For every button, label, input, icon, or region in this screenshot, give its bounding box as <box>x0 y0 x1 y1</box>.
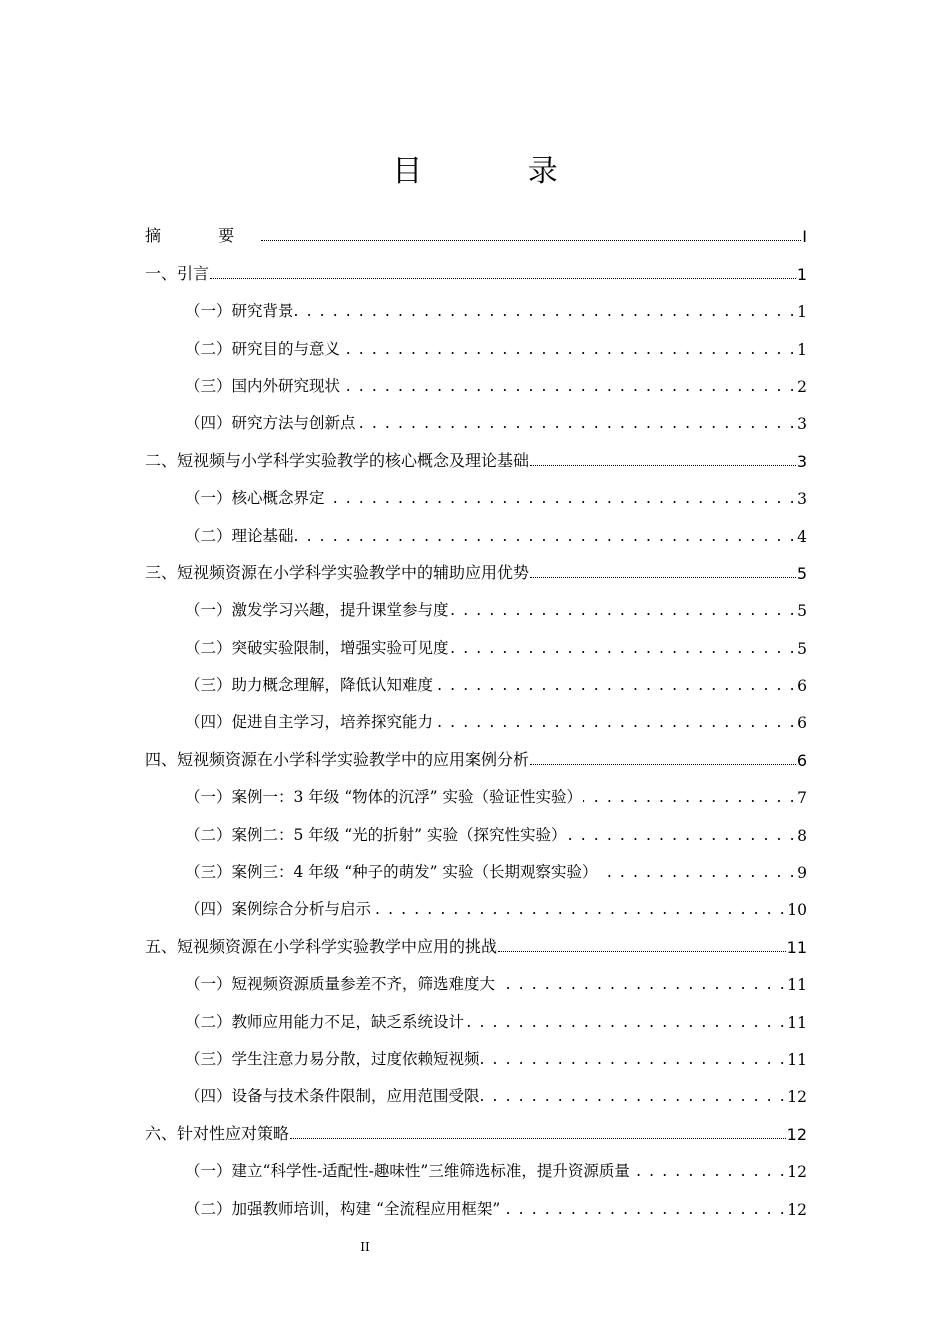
toc-entry-text: 六、针对性应对策略 <box>145 1123 290 1143</box>
toc-entry-text: 核心概念界定 <box>231 489 325 508</box>
toc-page-number: 11 <box>786 937 807 957</box>
dot-leader <box>450 601 797 619</box>
toc-entry[interactable] <box>145 737 807 774</box>
toc-page-number: 9 <box>797 864 807 883</box>
dot-leader <box>295 527 797 545</box>
toc-entry-number: （四） <box>185 414 232 433</box>
toc-entry-text: 促进自主学习，培养探究能力 <box>231 713 434 732</box>
dot-leader <box>481 1087 787 1105</box>
toc-entry-text: 理论基础 <box>231 526 294 545</box>
toc-entry-number: （一） <box>185 788 232 807</box>
toc-entry[interactable] <box>145 251 807 288</box>
toc-page-number: I <box>802 227 807 247</box>
toc-entry[interactable] <box>145 1074 807 1111</box>
page-footer-number: II <box>360 1240 370 1254</box>
toc-entry-number: （二） <box>185 638 232 657</box>
toc-entry-text: 四、短视频资源在小学科学实验教学中的应用案例分析 <box>145 749 530 769</box>
dot-leader <box>501 1200 786 1218</box>
toc-entry-number: （一） <box>185 1162 232 1181</box>
toc-entry[interactable] <box>145 700 807 737</box>
toc-page-number: 3 <box>797 490 807 509</box>
toc-page-number: 12 <box>787 1200 807 1219</box>
toc-entry-number: （四） <box>185 713 232 732</box>
dot-leader <box>481 1050 787 1068</box>
toc-page-number: 6 <box>796 750 807 770</box>
toc-entry-text: 案例一：3 年级 “物体的沉浮” 实验（验证性实验） <box>231 788 583 807</box>
toc-entry-text: 一、引言 <box>145 263 210 283</box>
toc-entry[interactable] <box>145 326 807 363</box>
toc-page-number: 1 <box>797 340 807 359</box>
toc-entry-number: （二） <box>185 1199 232 1218</box>
dot-leader <box>530 763 796 765</box>
toc-entry[interactable] <box>145 775 807 812</box>
toc-entry-text: 研究方法与创新点 <box>231 414 356 433</box>
toc-entry-number: （三） <box>185 676 232 695</box>
dot-leader <box>341 340 796 358</box>
toc-page-number: 5 <box>796 563 807 583</box>
dot-leader <box>568 826 797 844</box>
dot-leader <box>434 676 796 694</box>
toc-entry[interactable] <box>145 476 807 513</box>
toc-entry[interactable] <box>145 401 807 438</box>
dot-leader <box>450 639 797 657</box>
toc-entry-text: 国内外研究现状 <box>231 376 341 395</box>
toc-page-number: 1 <box>796 264 807 284</box>
toc-entry-text: 研究背景 <box>231 302 294 321</box>
toc-entry[interactable] <box>145 513 807 550</box>
dot-leader <box>530 464 796 466</box>
toc-entry[interactable] <box>145 887 807 924</box>
toc-page-number: 5 <box>797 639 807 658</box>
toc-page-number: 3 <box>796 451 807 471</box>
dot-leader <box>465 1013 786 1031</box>
dot-leader <box>498 950 786 952</box>
toc-entry-text: 研究目的与意义 <box>231 339 341 358</box>
toc-entry-text: 学生注意力易分散，过度依赖短视频 <box>231 1049 480 1068</box>
toc-entry-number: （三） <box>185 1049 232 1068</box>
toc-entry-text: 建立“科学性-适配性-趣味性”三维筛选标准，提升资源质量 <box>231 1162 630 1181</box>
toc-entry[interactable] <box>145 1186 807 1223</box>
toc-entry[interactable] <box>145 999 807 1036</box>
toc-entry[interactable] <box>145 438 807 475</box>
toc-page-number: 1 <box>797 303 807 322</box>
toc-entry-number: （一） <box>185 302 232 321</box>
dot-leader <box>261 239 801 241</box>
toc-entry-number: （四） <box>185 1087 232 1106</box>
dot-leader <box>496 975 786 993</box>
toc-entry[interactable] <box>145 1111 807 1148</box>
toc-page-number: 11 <box>787 1013 807 1032</box>
dot-leader <box>583 788 796 806</box>
toc-entry[interactable] <box>145 850 807 887</box>
toc-page-number: 12 <box>787 1163 807 1182</box>
toc-entry-number: （二） <box>185 825 232 844</box>
toc-entry[interactable] <box>145 663 807 700</box>
toc-page-number: 5 <box>797 602 807 621</box>
toc-page-number: 4 <box>797 527 807 546</box>
toc-entry-text: 案例综合分析与启示 <box>231 900 372 919</box>
toc-entry[interactable] <box>145 924 807 961</box>
toc-page-number: 2 <box>797 377 807 396</box>
toc-page-number: 12 <box>787 1088 807 1107</box>
dot-leader <box>326 489 797 507</box>
dot-leader <box>434 713 796 731</box>
dot-leader <box>357 414 797 432</box>
toc-entry-number: （二） <box>185 1012 232 1031</box>
toc-page-number: 3 <box>797 415 807 434</box>
toc-entry-text: 助力概念理解，降低认知难度 <box>231 676 434 695</box>
toc-entry-number: （一） <box>185 975 232 994</box>
toc-page-number: 12 <box>786 1124 807 1144</box>
toc-page-number: 8 <box>797 826 807 845</box>
toc-entry-text: 激发学习兴趣，提升课堂参与度 <box>231 601 449 620</box>
toc-entry-number: （四） <box>185 900 232 919</box>
toc-entry[interactable] <box>145 364 807 401</box>
toc-page-number: 6 <box>797 677 807 696</box>
toc-entry[interactable] <box>145 1037 807 1074</box>
toc-entry-text: 加强教师培训，构建 “全流程应用框架” <box>231 1199 501 1218</box>
toc-entry-text: 三、短视频资源在小学科学实验教学中的辅助应用优势 <box>145 562 530 582</box>
toc-entry-number: （三） <box>185 863 232 882</box>
toc-entry[interactable] <box>145 1149 807 1186</box>
dot-leader <box>372 900 786 918</box>
dot-leader <box>341 377 796 395</box>
toc-entry-text: 案例二：5 年级 “光的折射” 实验（探究性实验） <box>231 825 567 844</box>
toc-entry[interactable] <box>145 812 807 849</box>
page-title: 目 录 <box>392 154 606 189</box>
dot-leader <box>599 863 797 881</box>
toc-entry-text: 摘 要 <box>145 226 261 246</box>
dot-leader <box>631 1162 786 1180</box>
table-of-contents <box>145 214 807 1224</box>
toc-entry-number: （一） <box>185 601 232 620</box>
toc-entry-text: 五、短视频资源在小学科学实验教学中应用的挑战 <box>145 936 498 956</box>
toc-page-number: 11 <box>787 1050 807 1069</box>
toc-entry-number: （三） <box>185 376 232 395</box>
toc-entry[interactable] <box>145 551 807 588</box>
toc-entry-text: 设备与技术条件限制，应用范围受限 <box>231 1087 480 1106</box>
dot-leader <box>295 302 797 320</box>
dot-leader <box>530 576 796 578</box>
toc-entry-abstract[interactable] <box>145 214 807 251</box>
toc-entry[interactable] <box>145 289 807 326</box>
toc-entry-number: （二） <box>185 339 232 358</box>
toc-entry-text: 短视频资源质量参差不齐，筛选难度大 <box>231 975 496 994</box>
toc-page-number: 10 <box>787 901 807 920</box>
toc-entry-number: （二） <box>185 526 232 545</box>
dot-leader <box>290 1137 786 1139</box>
toc-entry[interactable] <box>145 625 807 662</box>
toc-page-number: 6 <box>797 714 807 733</box>
toc-page-number: 11 <box>787 976 807 995</box>
toc-entry-text: 案例三：4 年级 “种子的萌发” 实验（长期观察实验） <box>231 863 598 882</box>
toc-entry[interactable] <box>145 588 807 625</box>
toc-entry-number: （一） <box>185 489 232 508</box>
toc-entry-text: 教师应用能力不足，缺乏系统设计 <box>231 1012 465 1031</box>
toc-entry[interactable] <box>145 962 807 999</box>
toc-entry-text: 突破实验限制，增强实验可见度 <box>231 638 449 657</box>
toc-entry-text: 二、短视频与小学科学实验教学的核心概念及理论基础 <box>145 450 530 470</box>
toc-page-number: 7 <box>797 789 807 808</box>
dot-leader <box>210 277 796 279</box>
